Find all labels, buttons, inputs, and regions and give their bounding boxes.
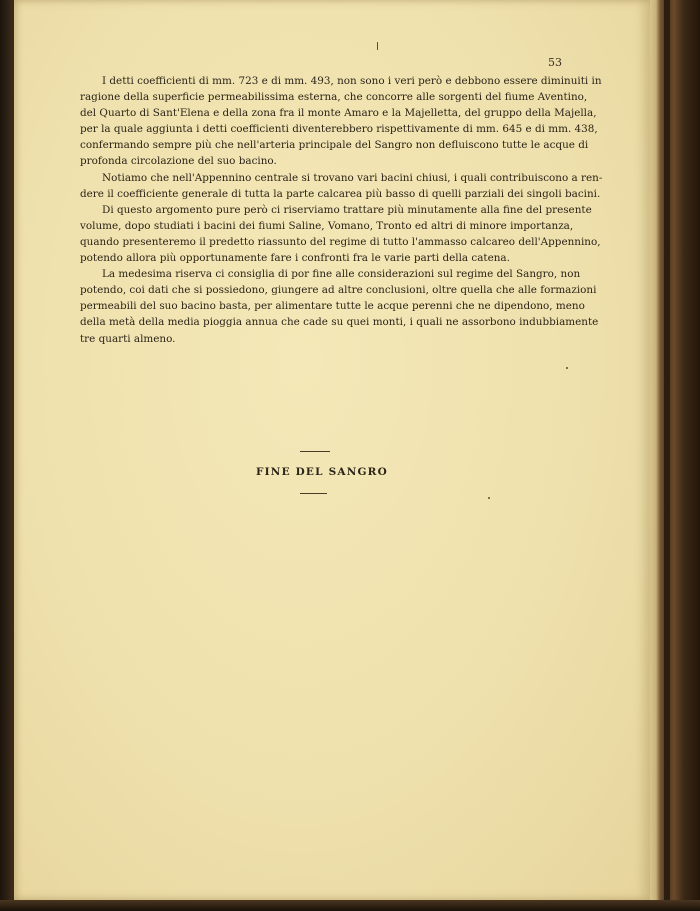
text-line: Di questo argomento pure però ci riserviamo trattare più minutamente alla fine del presente — [102, 203, 592, 216]
paragraph — [80, 73, 602, 170]
paragraph — [80, 170, 603, 202]
text-line: del Quarto di Sant'Elena e della zona fra il monte Amaro e la Majelletta, del gruppo della Majella, — [80, 107, 597, 120]
page-bottom-shadow — [0, 900, 700, 911]
paragraph — [80, 202, 601, 266]
text-line: I detti coefficienti di mm. 723 e di mm. 493, non sono i veri però e debbono essere diminuiti in — [102, 75, 602, 87]
text-line: quando presenteremo il predetto riassunto del regime di tutto l'ammasso calcareo dell'Appennino, — [80, 235, 601, 248]
text-line: profonda circolazione del suo bacino. — [80, 155, 277, 168]
body-text — [80, 73, 603, 347]
text-line: permeabili del suo bacino basta, per alimentare tutte le acque perenni che ne dipendono, meno — [80, 300, 585, 313]
text-line: confermando sempre più che nell'arteria principale del Sangro non defluiscono tutte le acque di — [80, 139, 589, 152]
text-line: potendo allora più opportunamente fare i confronti fra le varie parti della catena. — [80, 252, 510, 265]
paper-speck — [377, 42, 378, 50]
paper-speck — [488, 497, 490, 499]
page-number: 53 — [548, 56, 562, 69]
text-line: per la quale aggiunta i detti coefficienti diventerebbero rispettivamente di mm. 645 e di mm. 438, — [80, 123, 598, 136]
text-line: dere il coefficiente generale di tutta la parte calcarea più basso di quelli parziali dei singoli bacini. — [80, 187, 601, 200]
text-line: potendo, coi dati che si possiedono, giungere ad altre conclusioni, oltre quella che alle formazioni — [80, 284, 597, 297]
text-line: tre quarti almeno. — [80, 332, 176, 345]
book-edge-shadow — [664, 0, 670, 911]
paragraph — [80, 266, 599, 346]
divider-top — [300, 451, 330, 452]
text-line: La medesima riserva ci consiglia di por fine alle considerazioni sul regime del Sangro, non — [102, 268, 581, 281]
text-line: ragione della superficie permeabilissima esterna, che concorre alle sorgenti del fiume Aventino, — [80, 91, 588, 104]
paper-speck — [566, 367, 568, 369]
text-line: della metà della media pioggia annua che cade su quei monti, i quali ne assorbono indubbiamente — [80, 316, 599, 329]
book-edge — [650, 0, 700, 911]
closing-title: FINE DEL SANGRO — [256, 466, 388, 478]
text-line: volume, dopo studiati i bacini dei fiumi Saline, Vomano, Tronto ed altri di minore importanza, — [80, 219, 574, 232]
divider-bottom — [300, 493, 327, 494]
text-line: Notiamo che nell'Appennino centrale si trovano vari bacini chiusi, i quali contribuiscono a ren- — [102, 171, 603, 184]
